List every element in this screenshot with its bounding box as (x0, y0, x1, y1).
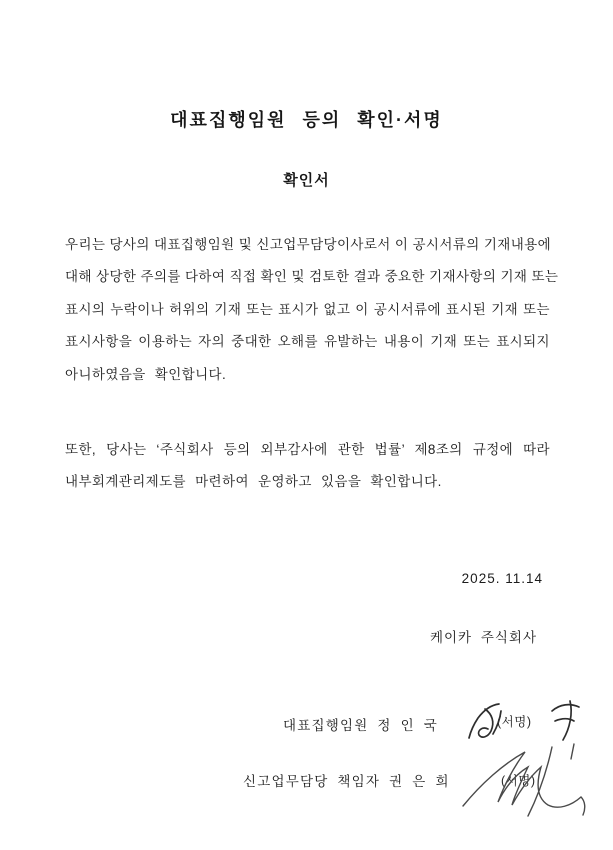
confirmation-paragraph-1 (65, 229, 559, 391)
signer-reporting-officer-line: 신고업무담당 책임자 권 은 희 (243, 774, 450, 789)
officer-handwritten-signature-icon (455, 742, 592, 822)
paragraph-line: 표시의 누락이나 허위의 기재 또는 표시가 없고 이 공시서류에 표시된 기재 또는 (65, 301, 550, 317)
sign-mark-label-ceo: (서명) (497, 715, 532, 729)
paragraph-line: 대해 상당한 주의를 다하여 직접 확인 및 검토한 결과 중요한 기재사항의 기재 또는 (65, 269, 559, 285)
signer-ceo-line: 대표집행임원 정 인 국 (283, 718, 439, 733)
paragraph-line: 표시사항을 이용하는 자의 중대한 오해를 유발하는 내용이 기재 또는 표시되지 (65, 334, 550, 350)
sign-mark-label-officer: (서명) (501, 774, 536, 788)
paragraph-line: 아니하였음을 확인합니다. (65, 366, 227, 382)
document-title: 대표집행임원 등의 확인·서명 (170, 110, 443, 130)
document-subtitle: 확인서 (283, 172, 330, 189)
paragraph-line: 또한, 당사는 ‘주식회사 등의 외부감사에 관한 법률’ 제8조의 규정에 따라 (65, 442, 550, 457)
paragraph-line: 내부회계관리제도를 마련하여 운영하고 있음을 확인합니다. (65, 474, 442, 490)
confirmation-paragraph-2 (65, 434, 550, 499)
document-date: 2025. 11.14 (461, 571, 543, 586)
paragraph-line: 우리는 당사의 대표집행임원 및 신고업무담당이사로서 이 공시서류의 기재내용에 (65, 237, 552, 252)
company-name: 케이카 주식회사 (429, 630, 537, 645)
